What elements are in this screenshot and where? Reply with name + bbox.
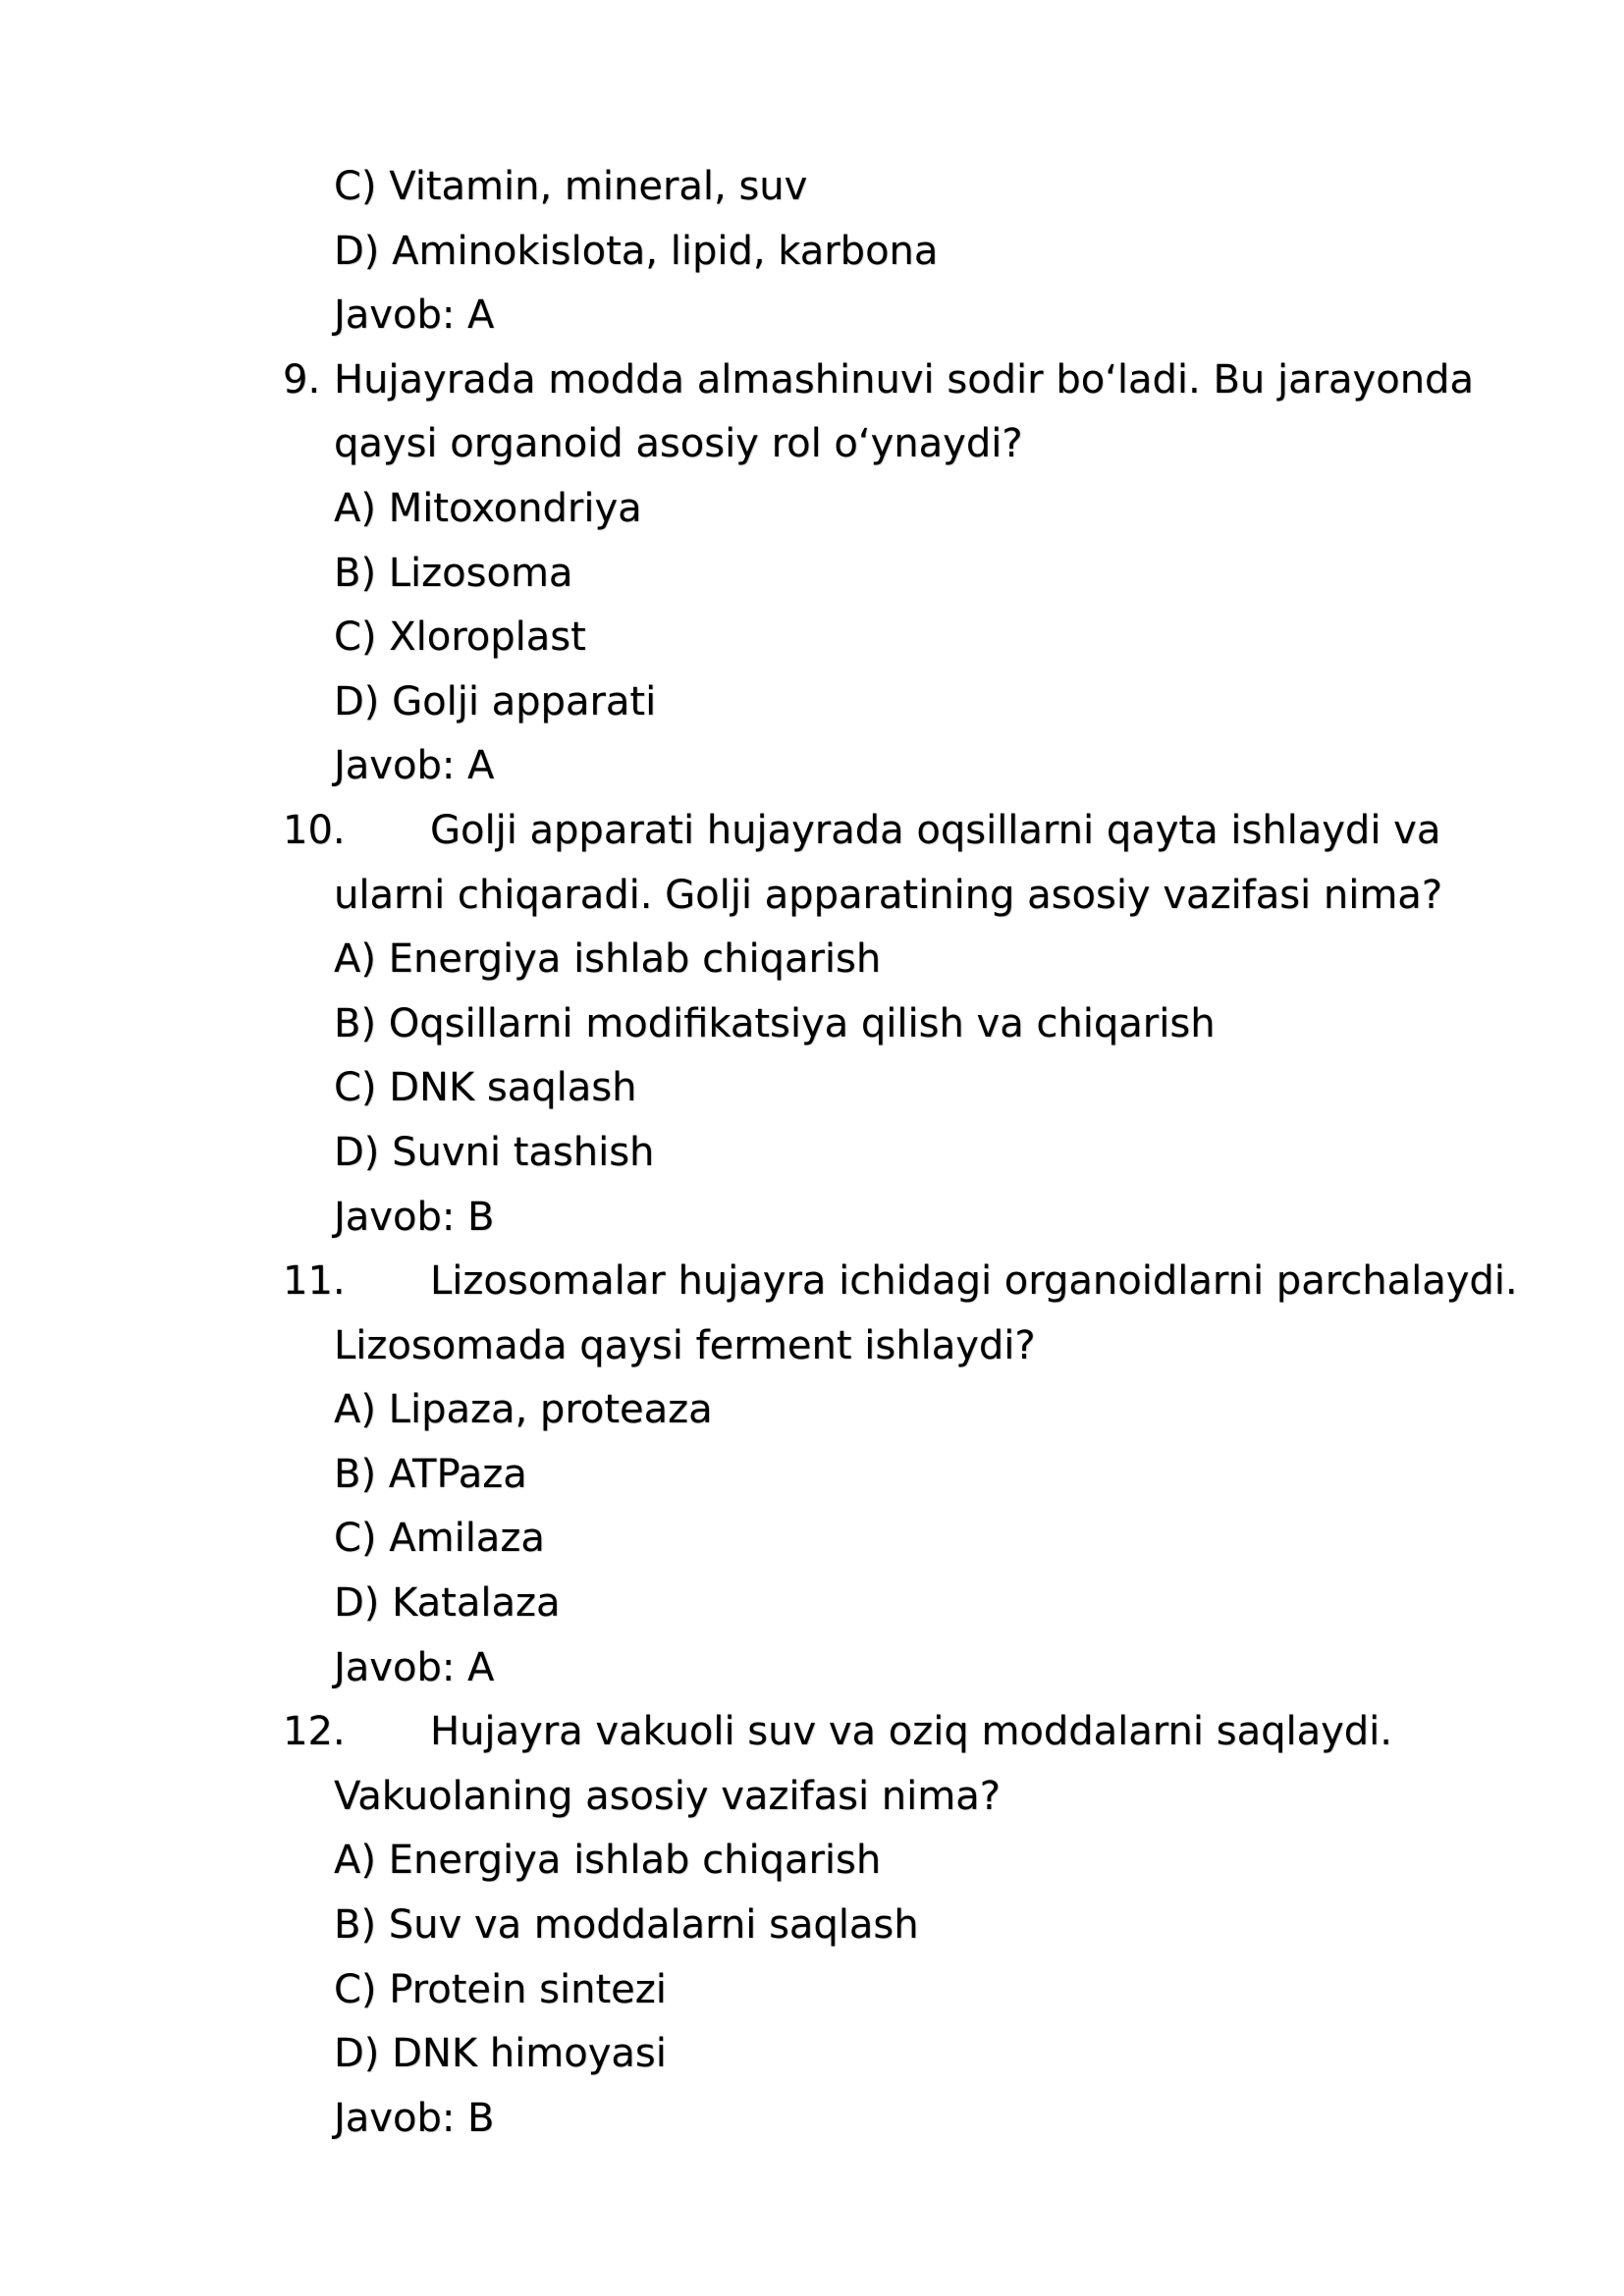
question-text: Hujayrada modda almashinuvi sodir bo‘ladi. Bu jarayonda bbox=[334, 356, 1474, 402]
question-12 bbox=[283, 1700, 1500, 1765]
answer: Javob: A bbox=[334, 1644, 495, 1690]
option-d: D) Katalaza bbox=[334, 1580, 561, 1627]
answer: Javob: B bbox=[334, 2095, 495, 2141]
option-c: C) Protein sintezi bbox=[334, 1966, 667, 2012]
option-b: B) Suv va moddalarni saqlash bbox=[334, 1902, 919, 1949]
option-b: B) Oqsillarni modifikatsiya qilish va chiqarish bbox=[334, 1000, 1216, 1046]
answer: Javob: A bbox=[334, 743, 495, 789]
option-c: C) Amilaza bbox=[334, 1516, 545, 1562]
option-d: D) Aminokislota, lipid, karbona bbox=[334, 228, 939, 274]
question-text: Hujayra vakuoli suv va oziq moddalarni saqlaydi. bbox=[430, 1709, 1392, 1755]
question-number: 9. bbox=[283, 356, 321, 402]
option-d: D) DNK himoyasi bbox=[334, 2031, 667, 2077]
option-c: C) Xloroplast bbox=[334, 614, 586, 661]
answer: Javob: A bbox=[334, 293, 495, 339]
answer: Javob: B bbox=[334, 1194, 495, 1240]
question-9 bbox=[283, 348, 1500, 413]
option-a: A) Lipaza, proteaza bbox=[334, 1387, 713, 1433]
question-text-continued: qaysi organoid asosiy rol o‘ynaydi? bbox=[334, 421, 1023, 467]
option-b: B) Lizosoma bbox=[334, 550, 573, 596]
option-b: B) ATPaza bbox=[334, 1451, 527, 1497]
question-11 bbox=[283, 1250, 1518, 1314]
option-c: C) DNK saqlash bbox=[334, 1065, 637, 1111]
option-a: A) Energiya ishlab chiqarish bbox=[334, 936, 882, 983]
option-a: A) Energiya ishlab chiqarish bbox=[334, 1838, 882, 1884]
question-10 bbox=[283, 799, 1500, 864]
question-number: 10. bbox=[283, 807, 346, 853]
question-text-continued: Vakuolaning asosiy vazifasi nima? bbox=[334, 1773, 1001, 1819]
option-a: A) Mitoxondriya bbox=[334, 485, 642, 531]
question-number: 12. bbox=[283, 1709, 346, 1755]
question-number: 11. bbox=[283, 1258, 346, 1305]
question-text-continued: ularni chiqaradi. Golji apparatining asosiy vazifasi nima? bbox=[334, 872, 1443, 918]
question-text: Lizosomalar hujayra ichidagi organoidlarni parchalaydi. bbox=[430, 1258, 1518, 1305]
question-text: Golji apparati hujayrada oqsillarni qayta ishlaydi va bbox=[430, 807, 1441, 853]
option-d: D) Suvni tashish bbox=[334, 1129, 655, 1175]
option-d: D) Golji apparati bbox=[334, 678, 657, 724]
question-text-continued: Lizosomada qaysi ferment ishlaydi? bbox=[334, 1322, 1036, 1368]
quiz-content bbox=[283, 155, 1518, 2151]
option-c: C) Vitamin, mineral, suv bbox=[334, 164, 808, 209]
